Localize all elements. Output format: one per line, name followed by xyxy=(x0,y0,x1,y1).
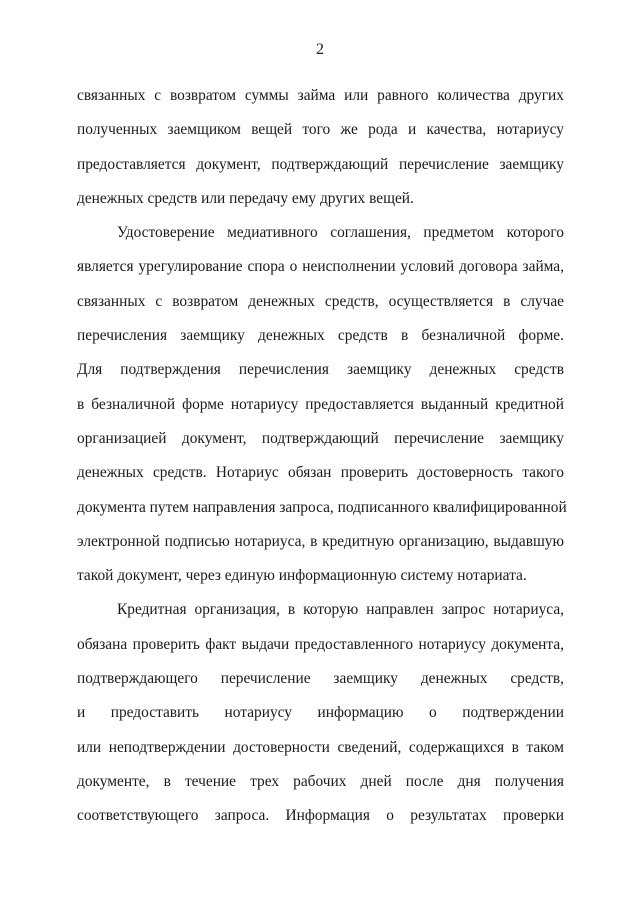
text-line: обязана проверить факт выдачи предоставленного нотариусу документа, xyxy=(77,635,564,653)
text-line: и предоставить нотариусу информацию о подтверждении xyxy=(77,704,564,722)
text-line: документе, в течение трех рабочих дней после дня получения xyxy=(77,772,564,790)
text-line: является урегулирование спора о неисполнении условий договора займа, xyxy=(77,258,564,276)
text-line: Удостоверение медиативного соглашения, предметом которого xyxy=(117,224,564,242)
text-line: документа путем направления запроса, подписанного квалифицированной xyxy=(77,498,567,516)
text-line: организацией документ, подтверждающий перечисление заемщику xyxy=(77,429,564,447)
paragraph-1 xyxy=(77,79,564,216)
text-line: перечисления заемщику денежных средств в безналичной форме. xyxy=(77,327,564,345)
text-line: в безналичной форме нотариусу предоставляется выданный кредитной xyxy=(77,395,564,413)
text-line: предоставляется документ, подтверждающий перечисление заемщику xyxy=(77,155,564,173)
text-line: Для подтверждения перечисления заемщику денежных средств xyxy=(77,361,564,379)
text-line: подтверждающего перечисление заемщику денежных средств, xyxy=(77,670,564,688)
document-body xyxy=(77,79,567,834)
text-line: денежных средств или передачу ему других вещей. xyxy=(77,189,414,207)
text-line: связанных с возвратом суммы займа или равного количества других xyxy=(77,87,564,104)
paragraph-3 xyxy=(77,593,564,833)
text-line: денежных средств. Нотариус обязан проверить достоверность такого xyxy=(77,464,564,482)
text-line: связанных с возвратом денежных средств, осуществляется в случае xyxy=(77,292,564,310)
text-line: Кредитная организация, в которую направлен запрос нотариуса, xyxy=(117,601,564,619)
page-number: 2 xyxy=(316,41,324,58)
text-line: соответствующего запроса. Информация о результатах проверки xyxy=(77,807,564,825)
text-line: электронной подписью нотариуса, в кредитную организацию, выдавшую xyxy=(77,532,564,550)
text-line: такой документ, через единую информационную систему нотариата. xyxy=(77,567,527,585)
text-line: или неподтверждении достоверности сведений, содержащихся в таком xyxy=(77,738,564,756)
paragraph-2 xyxy=(77,216,567,593)
text-line: полученных заемщиком вещей того же рода и качества, нотариусу xyxy=(77,121,564,139)
